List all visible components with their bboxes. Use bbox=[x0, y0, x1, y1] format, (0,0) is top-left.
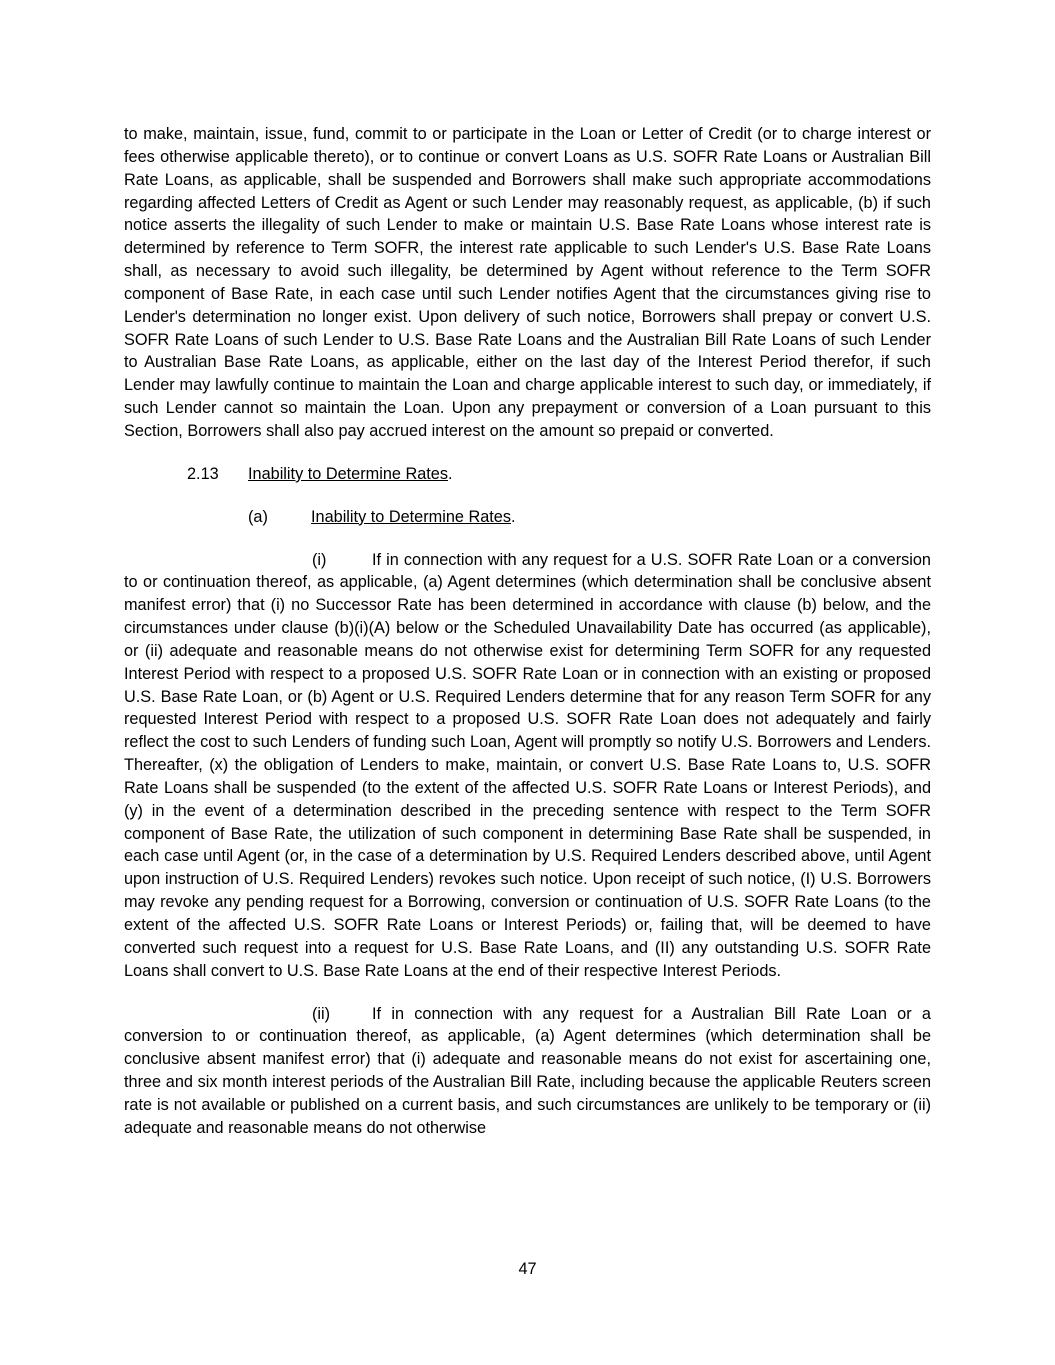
section-title: Inability to Determine Rates bbox=[248, 464, 448, 483]
page-number: 47 bbox=[518, 1260, 537, 1278]
intro-paragraph: to make, maintain, issue, fund, commit to or participate in the Loan or Letter of Credit (or to charge interest or fees otherwise applicable thereto), or to continue or convert Loans as U.S. SOFR Rate Loans or Australian Bill Rate Loans, as applicable, shall be suspended and Borrowers shall make such appropriate accommodations regarding affected Letters of Credit as Agent or such Lender may reasonably request, as applicable, (b) if such notice asserts the illegality of such Lender to make or maintain U.S. Base Rate Loans whose interest rate is determined by reference to Term SOFR, the interest rate applicable to such Lender's U.S. Base Rate Loans shall, as necessary to avoid such illegality, be determined by Agent without reference to the Term SOFR component of Base Rate, in each case until such Lender notifies Agent that the circumstances giving rise to Lender's determination no longer exist. Upon delivery of such notice, Borrowers shall prepay or convert U.S. SOFR Rate Loans of such Lender to U.S. Base Rate Loans and the Australian Bill Rate Loans of such Lender to Australian Base Rate Loans, as applicable, either on the last day of the Interest Period therefor, if such Lender may lawfully continue to maintain the Loan and charge applicable interest to such day, or immediately, if such Lender cannot so maintain the Loan. Upon any prepayment or conversion of a Loan pursuant to this Section, Borrowers shall also pay accrued interest on the amount so prepaid or converted. bbox=[124, 125, 931, 440]
clause-i-paragraph bbox=[124, 549, 931, 983]
clause-ii-number: (ii) bbox=[312, 1004, 331, 1023]
section-title-period: . bbox=[448, 464, 453, 483]
clause-ii-paragraph bbox=[124, 1003, 931, 1140]
subsection-number: (a) bbox=[248, 507, 268, 526]
subsection-title: Inability to Determine Rates bbox=[311, 507, 511, 526]
section-heading-2-13 bbox=[124, 463, 931, 486]
clause-i-text: If in connection with any request for a U.S. SOFR Rate Loan or a conversion to or continuation thereof, as applicable, (a) Agent determines (which determination shall be conclusive absent manifest error) that (i) no Successor Rate has been determined in accordance with clause (b) below, and the circumstances under clause (b)(i)(A) below or the Scheduled Unavailability Date has occurred (as applicable), or (ii) adequate and reasonable means do not otherwise exist for determining Term SOFR for any requested Interest Period with respect to a proposed U.S. SOFR Rate Loan or in connection with an existing or proposed U.S. Base Rate Loan, or (b) Agent or U.S. Required Lenders determine that for any reason Term SOFR for any requested Interest Period with respect to a proposed U.S. SOFR Rate Loan does not adequately and fairly reflect the cost to such Lenders of funding such Loan, Agent will promptly so notify U.S. Borrowers and Lenders. Thereafter, (x) the obligation of Lenders to make, maintain, or convert U.S. Base Rate Loans to, U.S. SOFR Rate Loans shall be suspended (to the extent of the affected U.S. SOFR Rate Loans or Interest Periods), and (y) in the event of a determination described in the preceding sentence with respect to the Term SOFR component of Base Rate, the utilization of such component in determining Base Rate shall be suspended, in each case until Agent (or, in the case of a determination by U.S. Required Lenders described above, until Agent upon instruction of U.S. Required Lenders) revokes such notice. Upon receipt of such notice, (I) U.S. Borrowers may revoke any pending request for a Borrowing, conversion or continuation of U.S. SOFR Rate Loans (to the extent of the affected U.S. SOFR Rate Loans or Interest Periods) or, failing that, will be deemed to have converted such request into a request for U.S. Base Rate Loans, and (II) any outstanding U.S. SOFR Rate Loans shall convert to U.S. Base Rate Loans at the end of their respective Interest Periods. bbox=[124, 550, 931, 980]
clause-ii-text: If in connection with any request for a Australian Bill Rate Loan or a conversion to or continuation thereof, as applicable, (a) Agent determines (which determination shall be conclusive absent manifest error) that (i) adequate and reasonable means do not exist for ascertaining one, three and six month interest periods of the Australian Bill Rate, including because the applicable Reuters screen rate is not available or published on a current basis, and such circumstances are unlikely to be temporary or (ii) adequate and reasonable means do not otherwise bbox=[124, 1004, 931, 1137]
document-page bbox=[124, 123, 931, 1140]
subsection-title-period: . bbox=[511, 507, 516, 526]
section-number: 2.13 bbox=[187, 464, 219, 483]
clause-i-number: (i) bbox=[312, 550, 327, 569]
subsection-heading-a bbox=[124, 506, 931, 529]
